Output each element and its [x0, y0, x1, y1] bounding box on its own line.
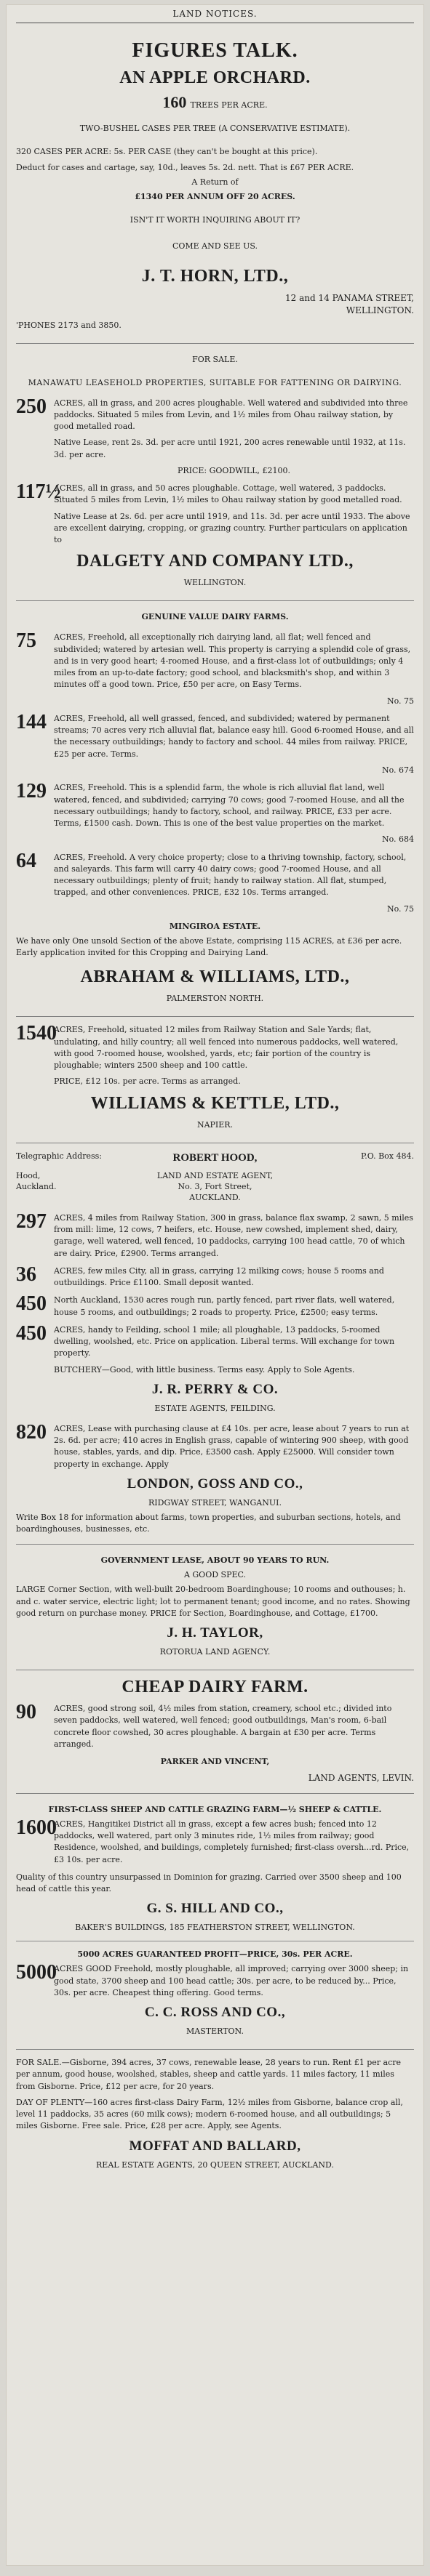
- genuine-listing-64-no: No. 75: [386, 903, 414, 914]
- ross-city: MASTERTON.: [186, 2026, 244, 2037]
- trees-per-acre-line: [16, 94, 414, 111]
- for-sale-acres-250: 250: [16, 395, 47, 418]
- invite-line: COME AND SEE US.: [172, 241, 258, 251]
- london-text: Write Box 18 for information about farms, town properties, and suburban sections, hotels, and boardinghouses, businesses, etc.: [16, 1512, 401, 1534]
- williams-acres: 1540: [16, 1022, 57, 1045]
- for-sale-listing-250: [16, 395, 414, 478]
- cheap-listing: [16, 1703, 414, 1750]
- genuine-listing-64: [16, 849, 414, 915]
- hood-telegraphic-label: Telegraphic Address:: [16, 1151, 102, 1161]
- moffat-subtitle: REAL ESTATE AGENTS, 20 QUEEN STREET, AUCKLAND.: [96, 2160, 334, 2170]
- genuine-listing-75-no: No. 75: [386, 696, 414, 706]
- williams-listing: [16, 1024, 414, 1087]
- parker-city: LAND AGENTS, LEVIN.: [308, 1773, 414, 1784]
- hood-right-col: [282, 1151, 414, 1162]
- hood-listing-north-auckland-text: North Auckland, 1530 acres rough run, partly fenced, part river flats, well watered, house 5 rooms, and outbuildings; 2 roads to property. Price, £2500; easy terms.: [54, 1295, 395, 1317]
- hood-listing-north-auckland: [16, 1292, 414, 1319]
- guarantee-text: ACRES GOOD Freehold, mostly ploughable, all improved; carrying over 3000 sheep; in good state, 3700 sheep and 100 head cattle; 30s. per acre, to be reduced by... Price, 30s. per acre. Cheapest thing offering. Good terms.: [54, 1964, 409, 1997]
- for-sale-listing-250-terms: Native Lease, rent 2s. 3d. per acre until 1921, 200 acres renewable until 1932, at 11s. 3d. per acre.: [54, 438, 406, 459]
- genuine-acres-129: 129: [16, 780, 47, 803]
- guarantee-acres: 5000: [16, 1961, 57, 1984]
- government-lease-ad: [16, 1545, 414, 1670]
- perry-subtitle: ESTATE AGENTS, FEILDING.: [154, 1403, 276, 1413]
- horn-company: J. T. HORN, LTD.,: [141, 267, 289, 286]
- hill-company: G. S. HILL AND CO.,: [146, 1901, 284, 1917]
- cheap-dairy-ad: [16, 1670, 414, 1794]
- for-sale-intro: MANAWATU LEASEHOLD PROPERTIES, SUITABLE FOR FATTENING OR DAIRYING.: [28, 377, 402, 387]
- trees-count: 160: [162, 93, 187, 111]
- first-class-listing: [16, 1816, 414, 1866]
- perry-listing-820: [16, 1420, 414, 1470]
- for-sale-listing-117-text: ACRES, all in grass, and 50 acres ploughable. Cottage, well watered, 3 paddocks. Situated 5 miles from Levin, 1½ miles to Ohau railway station by good metalled road.: [54, 483, 402, 505]
- genuine-title: GENUINE VALUE DAIRY FARMS.: [141, 612, 289, 622]
- hood-listing-36: [16, 1265, 414, 1289]
- hood-line-3: AUCKLAND.: [189, 1193, 241, 1203]
- hood-center-col: [148, 1151, 281, 1204]
- horn-phones: 'PHONES 2173 and 3850.: [16, 320, 122, 330]
- parker-company: PARKER AND VINCENT,: [160, 1757, 270, 1767]
- hood-listing-feilding-tail: BUTCHERY—Good, with little business. Terms easy. Apply to Sole Agents.: [54, 1364, 355, 1374]
- hood-left-col: [16, 1151, 148, 1193]
- page-heading: LAND NOTICES.: [16, 9, 414, 23]
- govt-text: LARGE Corner Section, with well-built 20-bedroom Boardinghouse; 10 rooms and outhouses; h. and c. water service, electric light; lot to permanent tenant; good income, and no rates. Showing good return on purchase money. PRICE for Section, Boardinghouse, and Cottage, £1700.: [16, 1585, 410, 1618]
- question-line: ISN'T IT WORTH INQUIRING ABOUT IT?: [130, 215, 300, 225]
- for-sale-label: FOR SALE.: [192, 354, 238, 364]
- hood-acres-450-b: 450: [16, 1321, 47, 1345]
- for-sale-listing-250-text: ACRES, all in grass, and 200 acres ploughable. Well watered and subdivided into three paddocks. Situated 5 miles from Levin, and 1½ miles from Ohau railway station, by good metalled road.: [54, 398, 408, 432]
- trees-suffix: TREES PER ACRE.: [190, 100, 268, 110]
- cases-line: TWO-BUSHEL CASES PER TREE (A CONSERVATIVE ESTIMATE).: [79, 123, 351, 133]
- dalgety-city: WELLINGTON.: [183, 578, 247, 588]
- genuine-listing-75-text: ACRES, Freehold, all exceptionally rich dairying land, all flat; well fenced and subdivided; watered by artesian well. This property is carrying a splendid cole of grass, and is in very good heart; 4-roomed House, and a first-class lot of outbuildings; only 4 miles from an up-to-date factory; good school, and blacksmith's shop, and within 3 minutes off a good town. Price, £50 per acre, on Easy Terms.: [54, 632, 411, 690]
- cheap-text: ACRES, good strong soil, 4½ miles from station, creamery, school etc.; divided into seven paddocks, well watered, well fenced; good outbuildings, Man's room, 6-bail concrete floor cowshed, 30 acres ploughable. A bargain at £30 per acre. Terms arranged.: [54, 1704, 392, 1749]
- cheap-title: CHEAP DAIRY FARM.: [122, 1678, 308, 1697]
- horn-address-line: 12 and 14 PANAMA STREET,: [285, 293, 414, 304]
- genuine-listing-144-text: ACRES, Freehold, all well grassed, fenced, and subdivided; watered by permanent streams; 70 acres very rich alluvial flat, balance easy hill. Good 6-roomed House, and all the necessary outbuildings; handy to factory and school. 44 miles from railway. PRICE, £25 per acre. Terms.: [54, 713, 414, 759]
- figures-talk-title: FIGURES TALK.: [132, 39, 298, 62]
- horn-address: [16, 292, 414, 317]
- return-line: [16, 177, 414, 188]
- mingiroa-text: We have only One unsold Section of the above Estate, comprising 115 ACRES, at £36 per acre. Early application invited for this Cropping and Dairying Land.: [16, 935, 402, 958]
- hood-listing-feilding-text: ACRES, handy to Feilding, school 1 mile; all ploughable, 13 paddocks, 5-roomed dwelling, woolshed, etc. Price on application. Liberal terms. Will exchange for town property.: [54, 1324, 395, 1359]
- hood-perry-goss-ad: [16, 1143, 414, 1545]
- for-sale-acres-117: 117½: [16, 480, 61, 504]
- cheap-acres: 90: [16, 1701, 36, 1724]
- guarantee-listing: [16, 1963, 414, 1999]
- hood-acres-297: 297: [16, 1209, 47, 1233]
- guarantee-title: 5000 ACRES GUARANTEED PROFIT—PRICE, 30s. PER ACRE.: [77, 1949, 353, 1960]
- first-class-acres: 1600: [16, 1816, 57, 1839]
- hood-line-2: No. 3, Fort Street,: [178, 1182, 252, 1191]
- williams-kettle-ad: [16, 1017, 414, 1143]
- return-amount: £1340 PER ANNUM OFF 20 ACRES.: [135, 192, 295, 202]
- page-inner: [6, 4, 424, 2183]
- hood-acres-36: 36: [16, 1263, 36, 1286]
- hood-listing-36-text: ACRES, few miles City, all in grass, carrying 12 milking cows; house 5 rooms and outbuildings. Price £1100. Small deposit wanted.: [54, 1265, 384, 1288]
- dalgety-company: DALGETY AND COMPANY LTD.,: [76, 552, 354, 571]
- genuine-value-ad: [16, 601, 414, 1017]
- moffat-ballard-ad: [16, 2050, 414, 2183]
- london-subtitle: RIDGWAY STREET, WANGANUI.: [148, 1497, 282, 1508]
- cases-per-acre-line: 320 CASES PER ACRE: 5s. PER CASE (they can't be bought at this price).: [16, 146, 318, 156]
- hood-acres-450-a: 450: [16, 1292, 47, 1316]
- hill-subtitle: BAKER'S BUILDINGS, 185 FEATHERSTON STREET, WELLINGTON.: [75, 1923, 355, 1933]
- hood-listing-297: [16, 1209, 414, 1260]
- genuine-listing-144: [16, 710, 414, 776]
- for-sale-ad: [16, 344, 414, 602]
- perry-listing-820-text: ACRES, Lease with purchasing clause at £4 10s. per acre, lease about 7 years to run at 2s. 6d. per acre; 410 acres in English grass, capable of wintering 900 sheep, with good house, stables, yards, and dip. Price, £3500 cash. Apply £25000. Will consider town property in exchange. Apply: [54, 1423, 410, 1469]
- govt-label: GOVERNMENT LEASE, ABOUT 90 YEARS TO RUN.: [100, 1555, 330, 1566]
- williams-company: WILLIAMS & KETTLE, LTD.,: [90, 1093, 340, 1113]
- apple-orchard-title: AN APPLE ORCHARD.: [119, 68, 311, 87]
- genuine-listing-75: [16, 629, 414, 707]
- hood-listing-297-text: ACRES, 4 miles from Railway Station, 300 in grass, balance flax swamp, 2 sawn, 5 miles from mill: lime, 12 cows, 7 heifers, etc. House, new cowshed, implement shed, dairy, garage, well watered, well fenced, 10 paddocks, carrying 100 head cattle, 70 of which are dairy. Price, £2900. Terms arranged.: [54, 1212, 413, 1258]
- genuine-acres-75: 75: [16, 629, 36, 653]
- genuine-listing-129: [16, 782, 414, 845]
- perry-company: J. R. PERRY & CO.: [151, 1381, 279, 1397]
- govt-good: A GOOD SPEC.: [183, 1570, 247, 1580]
- moffat-text-1: FOR SALE.—Gisborne, 394 acres, 37 cows, renewable lease, 28 years to run. Rent £1 per acre per annum, good house, woolshed, stables, sheep and cattle yards. 11 miles factory, 11 miles from Gisborne. Price, £12 per acre, for 20 years.: [16, 2057, 401, 2091]
- hood-left-line-1: Hood,: [16, 1171, 41, 1180]
- moffat-text-2: DAY OF PLENTY—160 acres first-class Dairy Farm, 12½ miles from Gisborne, balance crop all, level 11 paddocks, 35 acres (60 milk cows); modern 6-roomed house, and all outbuildings; 5 miles Gisborne. Free sale. Price, £28 per acre. Apply, see Agents.: [16, 2097, 403, 2131]
- perry-acres-820: 820: [16, 1420, 47, 1444]
- mingiroa-title: MINGIROA ESTATE.: [169, 921, 261, 931]
- abraham-company: ABRAHAM & WILLIAMS, LTD.,: [80, 967, 350, 987]
- ross-company: C. C. ROSS AND CO.,: [144, 2005, 286, 2021]
- first-class-title: FIRST-CLASS SHEEP AND CATTLE GRAZING FARM—½ SHEEP & CATTLE.: [48, 1804, 382, 1814]
- genuine-acres-64: 64: [16, 849, 36, 872]
- hood-po: P.O. Box 484.: [361, 1151, 414, 1161]
- hood-listing-feilding: [16, 1321, 414, 1376]
- deduct-line: Deduct for cases and cartage, say, 10d., leaves 5s. 2d. nett. That is £67 PER ACRE.: [16, 163, 354, 173]
- london-company: LONDON, GOSS AND CO.,: [127, 1476, 303, 1492]
- horn-city: WELLINGTON.: [346, 305, 414, 315]
- williams-text: ACRES, Freehold, situated 12 miles from Railway Station and Sale Yards; flat, undulating, and hilly country; all well fenced into numerous paddocks, well watered, with good 7-roomed house, woolshed, yards, etc; fair portion of the country is ploughable; winters 2500 sheep and 100 cattle.: [54, 1025, 399, 1071]
- for-sale-listing-117-terms: Native Lease at 2s. 6d. per acre until 1919, and 11s. 3d. per acre until 1933. The above are excellent dairying, cropping, or grazing country. Further particulars on application to: [54, 511, 410, 545]
- genuine-acres-144: 144: [16, 710, 47, 733]
- taylor-company: J. H. TAYLOR,: [167, 1625, 263, 1641]
- moffat-company: MOFFAT AND BALLARD,: [129, 2138, 301, 2154]
- williams-price: PRICE, £12 10s. per acre. Terms as arranged.: [54, 1076, 241, 1087]
- newspaper-page: [6, 4, 424, 2566]
- figures-talk-ad: [16, 32, 414, 344]
- first-class-ad: [16, 1794, 414, 2050]
- genuine-listing-64-text: ACRES, Freehold. A very choice property; close to a thriving township, factory, school, and saleyards. This farm will carry 40 dairy cows; good 7-roomed House, and all necessary outbuildings; plenty of fruit; handy to railway station. All flat, stumped, trapped, and other conveniences. PRICE, £32 10s. Terms arranged.: [54, 852, 407, 898]
- return-label: A Return of: [191, 177, 239, 188]
- abraham-city: PALMERSTON NORTH.: [166, 994, 264, 1004]
- genuine-listing-129-no: No. 684: [381, 834, 414, 845]
- first-class-quality: Quality of this country unsurpassed in Dominion for grazing. Carried over 3500 sheep and 100 head of cattle this year.: [16, 1872, 402, 1894]
- genuine-listing-144-no: No. 674: [381, 765, 414, 776]
- hood-header-row: [16, 1151, 414, 1204]
- hood-line-1: LAND AND ESTATE AGENT,: [156, 1170, 274, 1180]
- hood-left-line-2: Auckland.: [16, 1182, 57, 1192]
- first-class-text: ACRES, Hangitikei District all in grass, except a few acres bush; fenced into 12 paddocks, well watered, part only 3 minutes ride, 1½ miles from railway; good Residence, woolshed, and buildings, completely furnished; first-class oversh...rd. Price, £3 10s. per acre.: [54, 1819, 410, 1864]
- for-sale-listing-117: [16, 480, 414, 546]
- hood-name: ROBERT HOOD,: [172, 1151, 258, 1164]
- williams-city: NAPIER.: [196, 1119, 234, 1130]
- genuine-listing-129-text: ACRES, Freehold. This is a splendid farm, the whole is rich alluvial flat land, well watered, fenced, and subdivided; carrying 70 cows; good 7-roomed House, and all the necessary outbuildings; handy to factory, school, and railway. PRICE, £33 per acre. Terms, £1500 cash. Down. This is one of the best value properties on the market.: [54, 783, 405, 829]
- for-sale-listing-250-price: PRICE: GOODWILL, £2100.: [177, 465, 291, 475]
- taylor-subtitle: ROTORUA LAND AGENCY.: [159, 1647, 271, 1657]
